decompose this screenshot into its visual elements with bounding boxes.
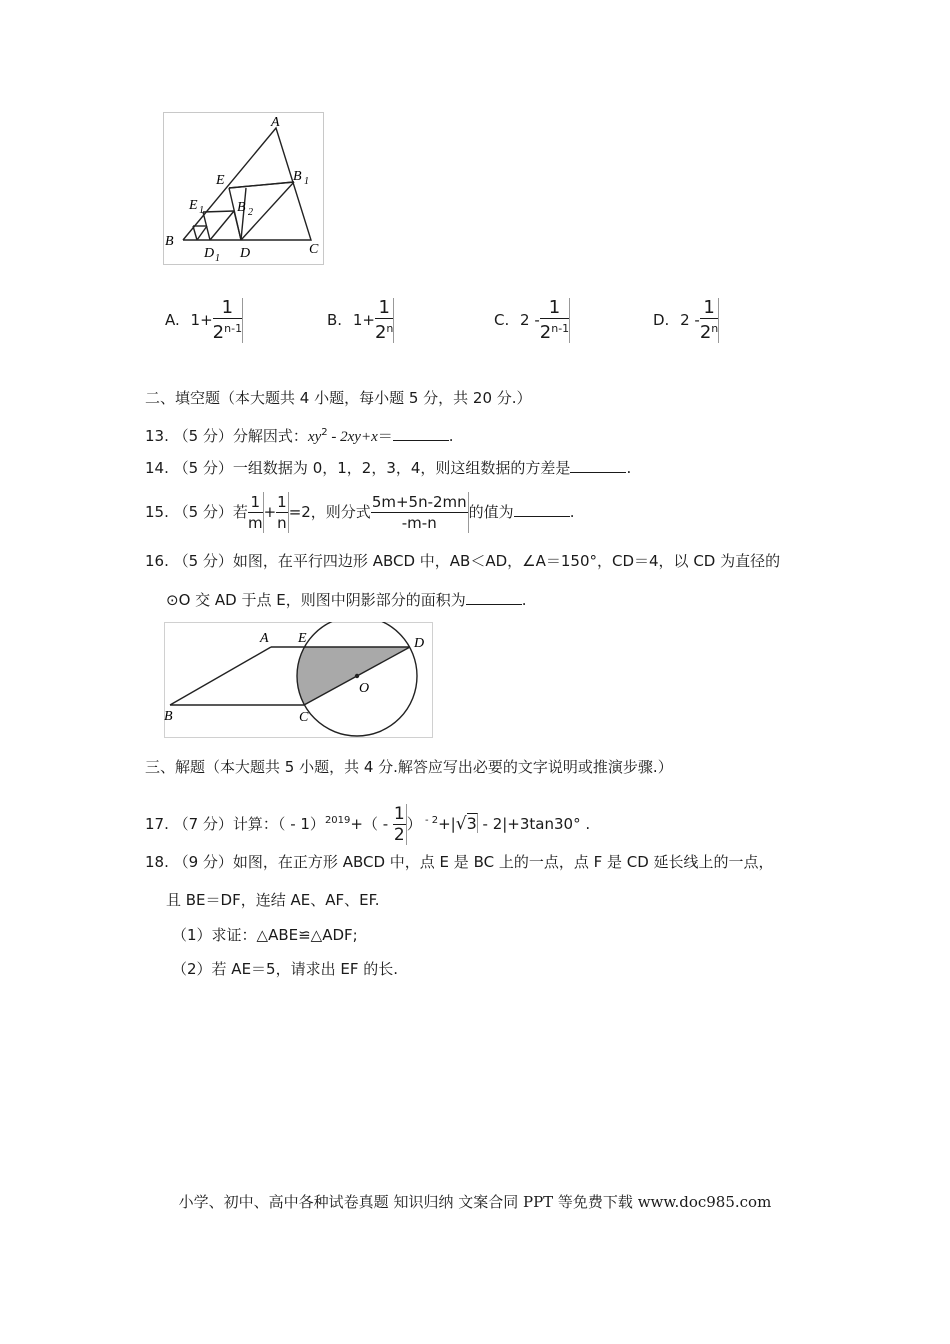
fraction-1-over-n: $\frac{1}{n}$ <box>277 493 287 532</box>
triangle-lines <box>183 128 311 240</box>
fig2-label-o: O <box>359 681 370 696</box>
fig1-label-d1: D <box>204 246 215 261</box>
section-3-heading: 三、解题（本大题共 5 小题，共 4 分.解答应写出必要的文字说明或推演步骤.） <box>145 758 673 776</box>
fig1-label-e: E <box>216 173 225 188</box>
answer-blank-13[interactable] <box>393 426 449 441</box>
figure-parallelogram-circle <box>162 622 437 740</box>
fig2-label-a: A <box>260 631 269 646</box>
option-d-fraction: $\frac{1}{2^n}$ <box>699 297 719 343</box>
fig1-label-b1: B <box>293 169 302 184</box>
question-16-line-2: ⊙O 交 AD 于点 E，则图中阴影部分的面积为 . <box>166 591 527 609</box>
fig1-label-a: A <box>271 115 280 130</box>
fig1-label-b1-sub: 1 <box>304 176 309 187</box>
fig1-label-e1-sub: 1 <box>199 205 204 216</box>
figure-border <box>164 113 324 265</box>
figure-lines <box>170 622 417 736</box>
fig1-label-d: D <box>240 246 251 261</box>
option-c-fraction: $\frac{1}{2^{n-1}}$ <box>539 297 570 343</box>
option-a-fraction: $\frac{1}{2^{n-1}}$ <box>212 297 243 343</box>
figure-triangle <box>163 112 328 270</box>
fig1-label-b: B <box>165 234 174 249</box>
fraction-expression: $\frac{5m+5n-2mn}{-m-n}$ <box>371 493 467 532</box>
fig1-label-c: C <box>309 242 319 257</box>
answer-blank-16[interactable] <box>466 590 522 605</box>
section-2-heading: 二、填空题（本大题共 4 小题，每小题 5 分，共 20 分.） <box>145 389 532 407</box>
fig1-label-d1-sub: 1 <box>215 253 220 264</box>
fraction-one-half: $\frac{1}{2}$ <box>393 804 405 845</box>
fig1-label-e1: E <box>189 198 198 213</box>
fig1-label-b2-sub: 2 <box>248 207 253 218</box>
circle-center <box>355 674 359 678</box>
page-footer: 小学、初中、高中各种试卷真题 知识归纳 文案合同 PPT 等免费下载 www.doc985.com <box>178 1193 772 1211</box>
question-18-part-1: （1）求证：△ABE≌△ADF; <box>172 926 358 944</box>
answer-blank-14[interactable] <box>570 458 626 473</box>
answer-blank-15[interactable] <box>514 502 570 517</box>
fig1-label-b2: B <box>237 200 246 215</box>
question-14: 14. （5 分）一组数据为 0，1，2，3，4，则这组数据的方差是 . <box>145 459 632 477</box>
question-17: 17. （7 分）计算：（ - 1）$^{2019}$+（ - $\frac{1}{2}$ ） $^{- 2}$+|√3 - 2|+3tan30° . <box>145 804 591 845</box>
fig2-label-b: B <box>164 709 173 724</box>
question-16-line-1: 16. （5 分）如图，在平行四边形 ABCD 中，AB＜AD，∠A＝150°，CD＝4，以 CD 为直径的 <box>145 552 781 570</box>
question-15: 15. （5 分）若 $\frac{1}{m}$ + $\frac{1}{n}$ =2，则分式 $\frac{5m+5n-2mn}{-m-n}$ 的值为 . <box>145 493 575 532</box>
option-c[interactable]: C. 2 - $\frac{1}{2^{n-1}}$ <box>494 297 570 343</box>
fig2-label-e: E <box>298 631 307 646</box>
option-a[interactable]: A. 1+ $\frac{1}{2^{n-1}}$ <box>165 297 243 343</box>
question-18-part-2: （2）若 AE＝5，请求出 EF 的长. <box>172 960 399 978</box>
option-b[interactable]: B. 1+ $\frac{1}{2^n}$ <box>327 297 394 343</box>
question-13: 13. （5 分）分解因式：$xy^2 - 2xy+x=$ . <box>145 427 454 445</box>
fig2-label-c: C <box>299 710 309 725</box>
option-b-fraction: $\frac{1}{2^n}$ <box>374 297 394 343</box>
sqrt-symbol: √ <box>455 814 467 834</box>
question-18-line-1: 18. （9 分）如图，在正方形 ABCD 中，点 E 是 BC 上的一点，点 F 是 CD 延长线上的一点， <box>145 853 774 871</box>
option-d[interactable]: D. 2 - $\frac{1}{2^n}$ <box>653 297 719 343</box>
fraction-1-over-m: $\frac{1}{m}$ <box>247 493 263 532</box>
fig2-label-d: D <box>414 636 425 651</box>
question-18-line-2: 且 BE＝DF，连结 AE、AF、EF. <box>166 891 380 909</box>
